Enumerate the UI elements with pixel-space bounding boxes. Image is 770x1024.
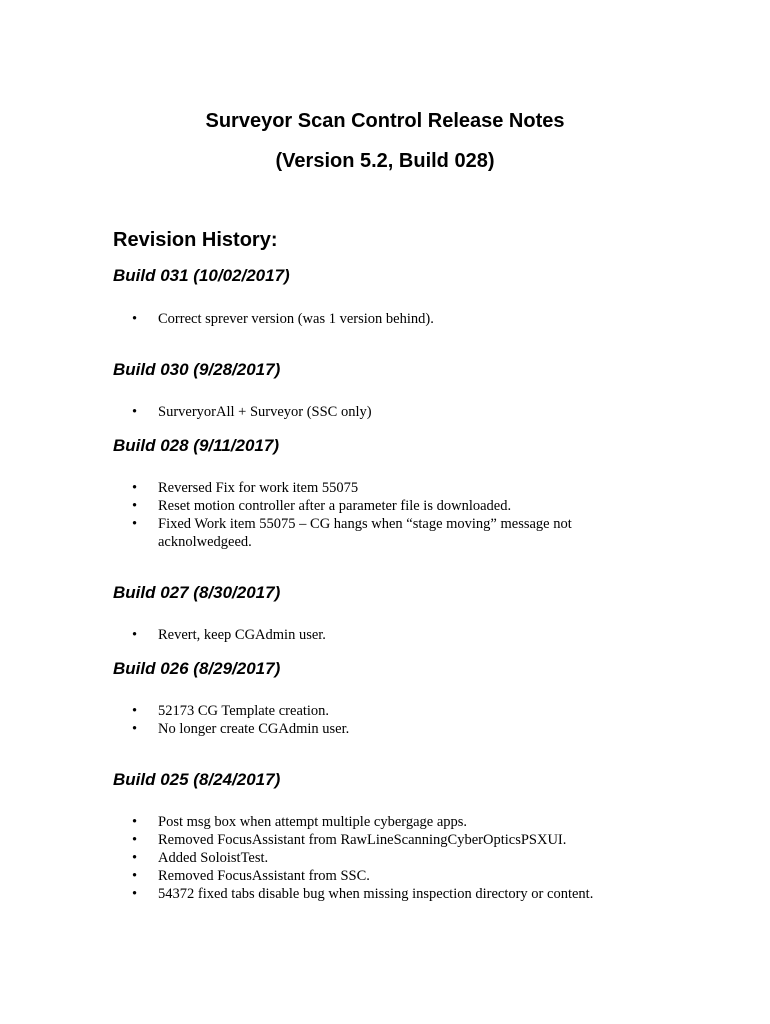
item-text: Reset motion controller after a parameter file is downloaded. bbox=[158, 498, 512, 514]
item-text: Correct sprever version (was 1 version behind). bbox=[158, 311, 434, 327]
list-item bbox=[113, 885, 653, 903]
version-line: (Version 5.2, Build 028) bbox=[275, 150, 495, 172]
build-item-list bbox=[113, 310, 633, 328]
build-heading: Build 030 (9/28/2017) bbox=[113, 360, 281, 379]
item-text: Fixed Work item 55075 – CG hangs when “stage moving” message not acknolwedgeed. bbox=[158, 516, 572, 550]
build-heading: Build 027 (8/30/2017) bbox=[113, 583, 281, 602]
list-item bbox=[113, 849, 653, 867]
build-section-031 bbox=[113, 266, 673, 327]
build-heading: Build 026 (8/29/2017) bbox=[113, 659, 281, 678]
item-text: Added SoloistTest. bbox=[158, 850, 269, 866]
item-text: SurveryorAll + Surveyor (SSC only) bbox=[158, 404, 372, 420]
list-item bbox=[113, 403, 633, 421]
bullet-icon: • bbox=[132, 850, 138, 866]
bullet-icon: • bbox=[132, 721, 138, 737]
revision-history-heading: Revision History: bbox=[113, 229, 278, 251]
bullet-icon: • bbox=[132, 311, 138, 327]
item-text: Revert, keep CGAdmin user. bbox=[158, 627, 326, 643]
item-text: Removed FocusAssistant from RawLineScanningCyberOpticsPSXUI. bbox=[158, 832, 567, 848]
build-heading: Build 025 (8/24/2017) bbox=[113, 770, 281, 789]
bullet-icon: • bbox=[132, 703, 138, 719]
build-item-list bbox=[113, 702, 633, 738]
item-text: Removed FocusAssistant from SSC. bbox=[158, 868, 370, 884]
bullet-icon: • bbox=[132, 886, 138, 902]
bullet-icon: • bbox=[132, 627, 138, 643]
document-title: Surveyor Scan Control Release Notes bbox=[205, 110, 565, 132]
build-section-028 bbox=[113, 436, 673, 550]
item-text: 52173 CG Template creation. bbox=[158, 703, 330, 719]
build-heading: Build 031 (10/02/2017) bbox=[113, 266, 290, 285]
build-section-027 bbox=[113, 583, 673, 643]
item-text: Post msg box when attempt multiple cybergage apps. bbox=[158, 814, 468, 830]
bullet-icon: • bbox=[132, 868, 138, 884]
list-item bbox=[113, 702, 633, 720]
list-item bbox=[113, 867, 653, 885]
bullet-icon: • bbox=[132, 498, 138, 514]
bullet-icon: • bbox=[132, 480, 138, 496]
list-item bbox=[113, 813, 653, 831]
build-heading: Build 028 (9/11/2017) bbox=[113, 436, 279, 455]
build-item-list bbox=[113, 403, 633, 421]
item-text: Reversed Fix for work item 55075 bbox=[158, 480, 359, 496]
list-item bbox=[113, 310, 633, 328]
bullet-icon: • bbox=[132, 516, 138, 532]
build-item-list bbox=[113, 813, 653, 903]
list-item bbox=[113, 479, 633, 497]
list-item bbox=[113, 720, 633, 738]
item-text: No longer create CGAdmin user. bbox=[158, 721, 350, 737]
build-section-025 bbox=[113, 770, 673, 902]
bullet-icon: • bbox=[132, 404, 138, 420]
list-item bbox=[113, 515, 598, 551]
list-item bbox=[113, 626, 633, 644]
item-text: 54372 fixed tabs disable bug when missing inspection directory or content. bbox=[158, 886, 594, 902]
build-item-list bbox=[113, 626, 633, 644]
bullet-icon: • bbox=[132, 814, 138, 830]
bullet-icon: • bbox=[132, 832, 138, 848]
build-section-030 bbox=[113, 360, 673, 420]
list-item bbox=[113, 831, 653, 849]
build-section-026 bbox=[113, 659, 673, 737]
list-item bbox=[113, 497, 633, 515]
build-item-list bbox=[113, 479, 633, 551]
